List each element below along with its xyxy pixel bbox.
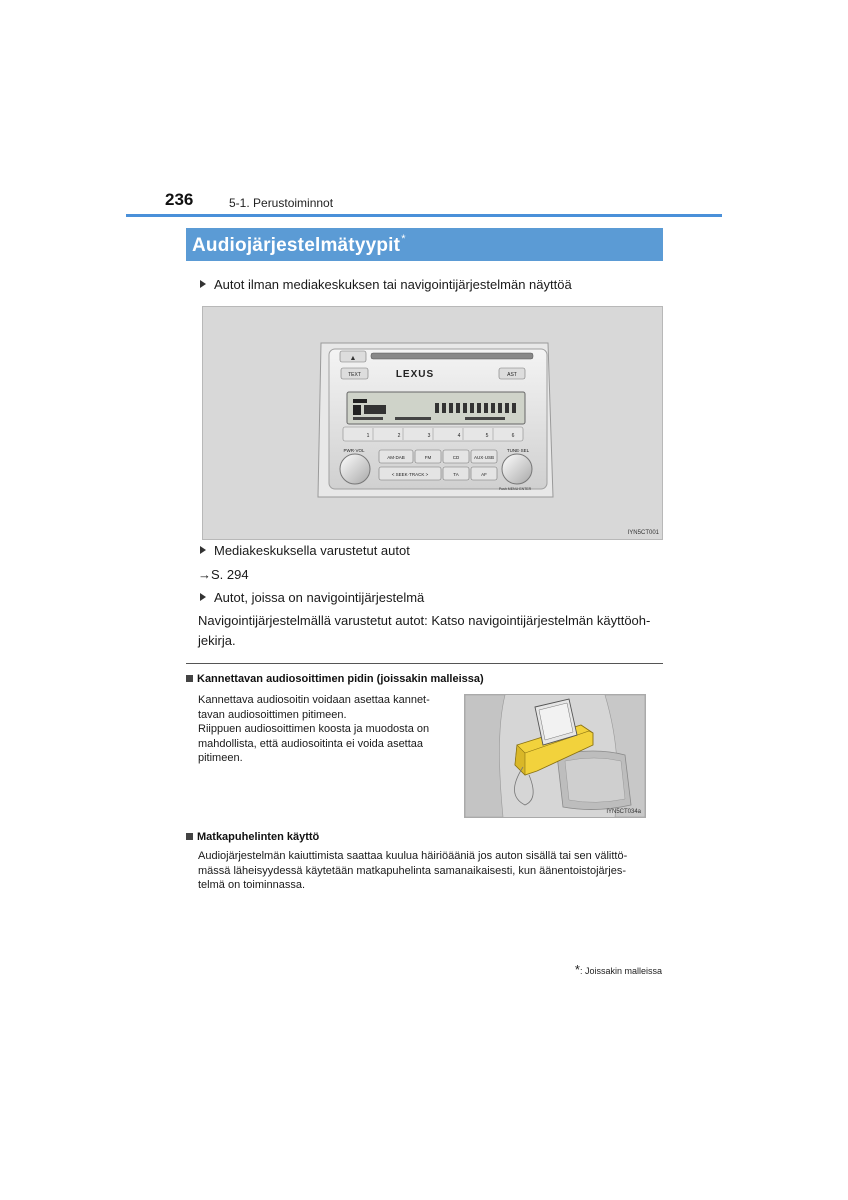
holder-drawing (465, 695, 645, 817)
bullet-text: Autot ilman mediakeskuksen tai navigointijärjestelmän näyttöä (214, 277, 572, 292)
af-label: AF (481, 472, 487, 477)
preset-6: 6 (511, 433, 515, 439)
tune-sel-knob (502, 454, 532, 484)
ast-label: AST (507, 372, 517, 378)
holder-paragraph (198, 693, 450, 766)
ta-label: TA (453, 472, 459, 477)
preset-3: 3 (427, 433, 431, 439)
phone-heading-text: Matkapuhelinten käyttö (197, 831, 320, 843)
text-line: jekirja. (198, 633, 236, 648)
preset-5: 5 (485, 433, 489, 439)
fm-label: FM (424, 455, 432, 460)
cd-label: CD (452, 455, 460, 460)
holder-figure-code: IYN5CT034a (606, 809, 641, 815)
preset-2: 2 (397, 433, 401, 439)
page-number: 236 (165, 190, 194, 209)
triangle-bullet-icon (200, 546, 206, 554)
menu-enter-label: Push MENU·ENTER (498, 487, 532, 491)
text-line: mahdollista, että audiosoitinta ei voida asettaa (198, 737, 424, 750)
tune-sel-label: TUNE·SEL (506, 448, 530, 453)
bullet-item (200, 277, 572, 292)
aux-label: AUX·USB (473, 455, 495, 460)
bullet-text: Autot, joissa on navigointijärjestelmä (214, 590, 425, 605)
section-label: 5-1. Perustoiminnot (229, 196, 334, 210)
triangle-bullet-icon (200, 280, 206, 288)
holder-heading-text: Kannettavan audiosoittimen pidin (joissakin malleissa) (197, 673, 484, 685)
preset-1: 1 (366, 433, 370, 439)
text-line: tavan audiosoittimen pitimeen. (198, 708, 347, 721)
bullet-item (200, 543, 410, 558)
holder-heading (186, 673, 484, 685)
bullet-text: Mediakeskuksella varustetut autot (214, 543, 410, 558)
seek-track-label: < SEEK·TRACK > (391, 472, 429, 477)
pwr-vol-label: PWR·VOL (343, 448, 365, 453)
text-line: telmä on toiminnassa. (198, 879, 305, 891)
square-bullet-icon (186, 675, 193, 682)
am-dab-label: AM·DAB (387, 455, 405, 460)
text-line: Kannettava audiosoitin voidaan asettaa kannet- (198, 694, 430, 706)
section-title (186, 228, 663, 261)
header-rule (126, 214, 722, 217)
square-bullet-icon (186, 833, 193, 840)
text-line: Riippuen audiosoittimen koosta ja muodosta on (198, 723, 430, 735)
radio-unit-drawing (203, 307, 662, 539)
bullet-item (200, 590, 424, 605)
footnote-asterisk: * (574, 962, 580, 977)
title-asterisk: * (401, 233, 406, 245)
footnote-text: : Joissakin malleissa (579, 966, 662, 976)
brand-logo: LEXUS (395, 369, 435, 380)
text-button-label: TEXT (348, 372, 361, 378)
page-reference: →S. 294 (198, 567, 249, 582)
radio-illustration (202, 306, 663, 540)
radio-figure-code: IYN5CT001 (627, 530, 659, 536)
holder-illustration (464, 694, 646, 818)
section-title-text: Audiojärjestelmätyypit (192, 235, 401, 256)
phone-paragraph (198, 849, 668, 893)
footnote (575, 962, 662, 977)
pwr-vol-knob (340, 454, 370, 484)
text-line: mässä läheisyydessä käytetään matkapuhelinta samanaikaisesti, kun äänentoistojärjes- (198, 864, 627, 877)
preset-4: 4 (457, 433, 461, 439)
section-divider (186, 663, 663, 664)
triangle-bullet-icon (200, 593, 206, 601)
eject-label: ▲ (349, 355, 357, 362)
text-line: pitimeen. (198, 752, 243, 764)
text-line: Navigointijärjestelmällä varustetut autot: Katso navigointijärjestelmän käyttöoh- (198, 613, 651, 628)
navigation-paragraph (198, 611, 668, 651)
text-line: Audiojärjestelmän kaiuttimista saattaa kuulua häiriöääniä jos auton sisällä tai sen välittö- (198, 850, 628, 862)
phone-heading (186, 831, 319, 843)
